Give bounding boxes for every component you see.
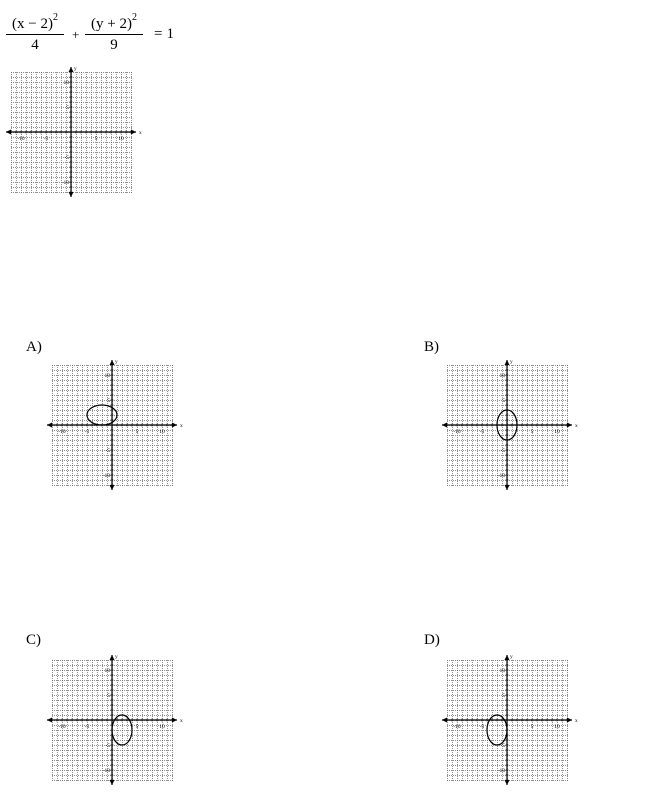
x-arrow-right (567, 423, 572, 428)
y-tick-label: -5 (105, 743, 110, 749)
y-axis-name: y (115, 359, 118, 365)
x-axis-name: x (575, 718, 578, 724)
fraction-x (6, 10, 64, 55)
y-arrow-down (69, 192, 74, 197)
y-tick-label: 10 (63, 80, 69, 86)
y-arrow-down (505, 780, 510, 785)
y-axis-name: y (74, 66, 77, 72)
y-axis-name: y (115, 654, 118, 660)
coordinate-plane (5, 66, 143, 202)
denominator-x: 4 (31, 37, 39, 53)
x-arrow-left (442, 423, 447, 428)
y-tick-label: -5 (64, 155, 69, 161)
x-arrow-left (47, 423, 52, 428)
plus-sign: + (72, 27, 80, 42)
option-b-label[interactable]: B) (424, 339, 439, 355)
x-tick-label: -5 (84, 429, 90, 435)
equals-sign: = (154, 26, 163, 42)
option-d-label[interactable]: D) (424, 632, 440, 648)
x-arrow-left (442, 718, 447, 723)
x-arrow-right (172, 718, 177, 723)
x-tick-label: 10 (118, 136, 124, 142)
x-arrow-right (567, 718, 572, 723)
x-tick-label: 10 (554, 429, 560, 435)
x-axis-name: x (180, 423, 183, 429)
y-tick-label: -10 (497, 473, 505, 479)
y-axis-name: y (510, 359, 513, 365)
x-tick-label: -5 (479, 429, 485, 435)
y-tick-label: -5 (500, 448, 505, 454)
x-tick-label: 10 (159, 724, 165, 730)
coordinate-plane (46, 654, 184, 790)
x-tick-label: -10 (453, 429, 461, 435)
y-tick-label: 5 (66, 105, 69, 111)
x-tick-label: 5 (135, 724, 139, 730)
option-a-label[interactable]: A) (26, 339, 42, 355)
y-arrow-up (505, 360, 510, 365)
x-tick-label: 5 (530, 724, 534, 730)
y-tick-label: -10 (102, 768, 110, 774)
coordinate-plane (46, 359, 184, 495)
y-tick-label: -10 (102, 473, 110, 479)
x-tick-label: -5 (479, 724, 485, 730)
x-axis-name: x (139, 130, 142, 136)
option-c-label[interactable]: C) (26, 632, 41, 648)
x-arrow-left (47, 718, 52, 723)
y-arrow-up (110, 655, 115, 660)
y-arrow-up (69, 67, 74, 72)
x-tick-label: 10 (554, 724, 560, 730)
equals-rhs (154, 26, 174, 43)
x-arrow-right (131, 130, 136, 135)
x-tick-label: 5 (135, 429, 139, 435)
x-axis-name: x (575, 423, 578, 429)
rhs-value: 1 (166, 26, 174, 42)
option-c-graph[interactable] (46, 654, 184, 790)
y-tick-label: 10 (104, 668, 110, 674)
coordinate-plane (441, 654, 579, 790)
y-tick-label: 10 (499, 373, 505, 379)
y-arrow-down (505, 485, 510, 490)
x-tick-label: 10 (159, 429, 165, 435)
numerator-x: $(x - 2)^2$ (6, 10, 64, 35)
x-tick-label: 5 (530, 429, 534, 435)
y-tick-label: 10 (104, 373, 110, 379)
option-b-graph[interactable] (441, 359, 579, 495)
option-a-graph[interactable] (46, 359, 184, 495)
x-arrow-right (172, 423, 177, 428)
y-tick-label: -5 (500, 743, 505, 749)
x-tick-label: -10 (58, 724, 66, 730)
numerator-y: $(y + 2)^2$ (85, 10, 143, 35)
y-arrow-up (110, 360, 115, 365)
question-graph (5, 66, 143, 202)
y-axis-name: y (510, 654, 513, 660)
fraction-y (85, 10, 143, 55)
x-tick-label: -10 (17, 136, 25, 142)
x-axis-name: x (180, 718, 183, 724)
coordinate-plane (441, 359, 579, 495)
option-d-graph[interactable] (441, 654, 579, 790)
x-arrow-left (6, 130, 11, 135)
x-tick-label: -10 (58, 429, 66, 435)
y-tick-label: -10 (497, 768, 505, 774)
y-tick-label: -5 (105, 448, 110, 454)
y-tick-label: 5 (107, 398, 110, 404)
x-tick-label: -10 (453, 724, 461, 730)
y-tick-label: 5 (502, 398, 505, 404)
denominator-y: 9 (110, 37, 118, 53)
x-tick-label: -5 (84, 724, 90, 730)
y-tick-label: 10 (499, 668, 505, 674)
y-arrow-up (505, 655, 510, 660)
y-arrow-down (110, 485, 115, 490)
x-tick-label: 5 (94, 136, 98, 142)
x-tick-label: -5 (43, 136, 49, 142)
y-tick-label: 5 (502, 693, 505, 699)
y-arrow-down (110, 780, 115, 785)
y-tick-label: -10 (61, 180, 69, 186)
equation (6, 10, 206, 58)
y-tick-label: 5 (107, 693, 110, 699)
